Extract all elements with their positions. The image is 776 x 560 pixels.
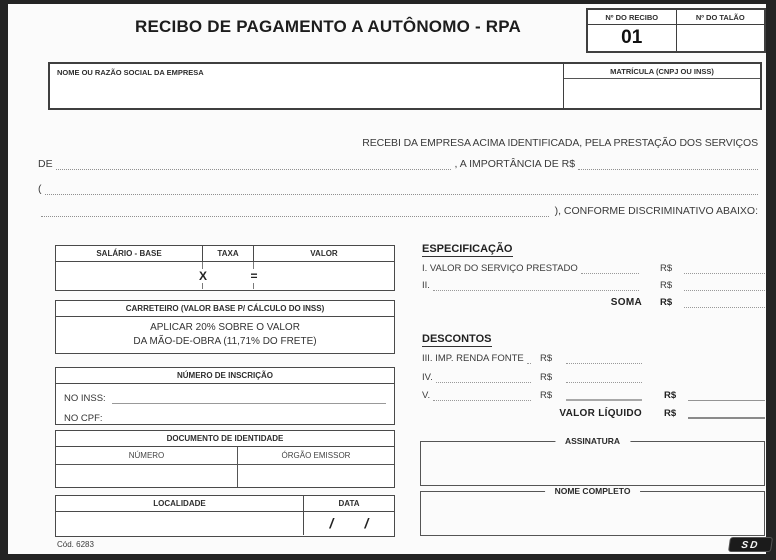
rpa-form-page [8, 4, 766, 554]
salary-table-body [56, 262, 394, 289]
date-slashes: / / [329, 515, 369, 531]
desc-item-v-value-line [566, 390, 642, 401]
stub-number-value [677, 25, 765, 51]
inss-row [56, 384, 394, 404]
carreteiro-line1: APLICAR 20% SOBRE O VALOR [150, 322, 300, 333]
desc-item-iv-row [422, 370, 765, 383]
desc-item-iv-value-line [566, 372, 642, 383]
inscricao-header: NÚMERO DE INSCRIÇÃO [56, 368, 394, 384]
amount-blank-line [578, 157, 758, 170]
desc-item-v-row [422, 388, 765, 401]
spec-item-ii-row [422, 278, 765, 291]
taxa-header: TAXA [203, 246, 254, 261]
carreteiro-line2: DA MÃO-DE-OBRA (11,71% DO FRETE) [133, 336, 317, 347]
orgao-emissor-label: ÓRGÃO EMISSOR [281, 451, 351, 460]
desc-item-iii-currency: R$ [540, 353, 553, 364]
salary-table-header [56, 246, 394, 262]
desc-item-iii-label: III. IMP. RENDA FONTE [422, 353, 524, 364]
spec-item-i-left [422, 263, 642, 274]
soma-value-line [684, 297, 765, 308]
valor-liquido-label: VALOR LÍQUIDO [559, 408, 642, 419]
identidade-body [56, 465, 394, 487]
identidade-header: DOCUMENTO DE IDENTIDADE [56, 431, 394, 447]
desc-item-iv-blank [436, 372, 531, 383]
identidade-box [55, 430, 395, 488]
form-code: Cód. 6283 [57, 540, 94, 549]
spec-item-ii-label: II. [422, 280, 430, 291]
localidade-box [55, 495, 395, 537]
valor-liquido-currency: R$ [664, 408, 677, 419]
form-title: RECIBO DE PAGAMENTO A AUTÔNOMO - RPA [135, 17, 521, 36]
amount-words-blank-line2 [41, 204, 549, 217]
desc-item-iii-value-line [566, 353, 642, 364]
spec-item-ii-currency: R$ [660, 280, 673, 291]
desc-item-iv-label: IV. [422, 372, 433, 383]
inss-label: NO INSS: [64, 393, 106, 404]
desc-item-iii-left [422, 353, 534, 364]
salary-base-header: SALÁRIO - BASE [56, 246, 203, 261]
desc-total-currency: R$ [664, 390, 677, 401]
statement-line1: RECEBI DA EMPRESA ACIMA IDENTIFICADA, PELA PRESTAÇÃO DOS SERVIÇOS [362, 137, 758, 149]
cpf-label: NO CPF: [64, 413, 103, 424]
carreteiro-box [55, 300, 395, 354]
amount-label: , A IMPORTÂNCIA DE R$ [454, 158, 576, 170]
data-label: DATA [338, 499, 360, 508]
spec-item-i-value-line [684, 263, 765, 274]
receipt-number-value: 01 [621, 27, 643, 48]
desc-item-v-left [422, 390, 534, 401]
closing-label: ), CONFORME DISCRIMINATIVO ABAIXO: [554, 205, 758, 217]
spec-item-ii-value-line [684, 280, 765, 291]
receipt-number-label: Nº DO RECIBO [588, 10, 676, 25]
inscricao-box [55, 367, 395, 425]
especificacao-title: ESPECIFICAÇÃO [422, 243, 513, 255]
desc-item-iv-currency: R$ [540, 372, 553, 383]
assinatura-label: ASSINATURA [555, 436, 630, 446]
spec-item-ii-left [422, 280, 642, 291]
desc-item-iii-row [422, 351, 765, 364]
service-blank-line [56, 157, 452, 170]
valor-liquido-value-line [688, 408, 765, 419]
company-name-label: NOME OU RAZÃO SOCIAL DA EMPRESA [57, 68, 204, 77]
spec-item-i-row [422, 261, 765, 274]
valor-liquido-row [422, 406, 765, 419]
desc-item-v-label: V. [422, 390, 431, 401]
printer-logo: SD [728, 537, 773, 552]
spec-item-ii-blank [433, 280, 639, 291]
receipt-number-cell [588, 10, 676, 51]
salary-table [55, 245, 395, 291]
soma-currency: R$ [660, 297, 673, 308]
spec-item-i-currency: R$ [660, 263, 673, 274]
registration-label: MATRÍCULA (CNPJ OU INSS) [564, 64, 760, 79]
statement-line4 [38, 204, 758, 217]
stub-number-cell [676, 10, 765, 51]
cpf-row [56, 404, 394, 424]
equals-sign: = [250, 268, 258, 283]
soma-label: SOMA [610, 297, 642, 308]
carreteiro-header: CARRETEIRO (VALOR BASE P/ CÁLCULO DO INSS) [56, 301, 394, 317]
nome-completo-box [420, 486, 765, 536]
company-name-field [50, 64, 563, 108]
registration-field [563, 64, 760, 108]
spec-item-i-label: I. VALOR DO SERVIÇO PRESTADO [422, 263, 578, 274]
company-box [48, 62, 762, 110]
desc-item-iii-blank [527, 353, 531, 364]
desc-item-v-blank [433, 390, 531, 401]
valor-header: VALOR [310, 249, 338, 258]
assinatura-box [420, 436, 765, 486]
numero-blank [56, 465, 238, 487]
receipt-number-box [586, 8, 766, 53]
paren-open: ( [38, 183, 42, 195]
stub-number-label: Nº DO TALÃO [677, 10, 765, 25]
localidade-label: LOCALIDADE [56, 496, 304, 511]
soma-row [422, 295, 765, 308]
desc-item-iv-left [422, 372, 534, 383]
statement-line3 [38, 182, 758, 195]
spec-item-i-blank [581, 263, 639, 274]
inss-blank-line [112, 389, 386, 404]
localidade-body [56, 512, 394, 535]
desc-item-v-currency: R$ [540, 390, 553, 401]
de-label: DE [38, 158, 53, 170]
numero-label: NÚMERO [56, 447, 238, 464]
registration-blank [564, 79, 760, 108]
nome-completo-label: NOME COMPLETO [545, 486, 641, 496]
carreteiro-instructions [56, 317, 394, 349]
localidade-blank [56, 512, 304, 535]
desc-total-value-line [688, 390, 765, 401]
multiply-sign: X [198, 268, 208, 283]
amount-words-blank-line [45, 182, 759, 195]
identidade-subheader [56, 447, 394, 465]
descontos-title: DESCONTOS [422, 333, 492, 345]
statement-line2 [38, 157, 758, 170]
localidade-header-row [56, 496, 394, 512]
orgao-emissor-blank [238, 465, 394, 487]
